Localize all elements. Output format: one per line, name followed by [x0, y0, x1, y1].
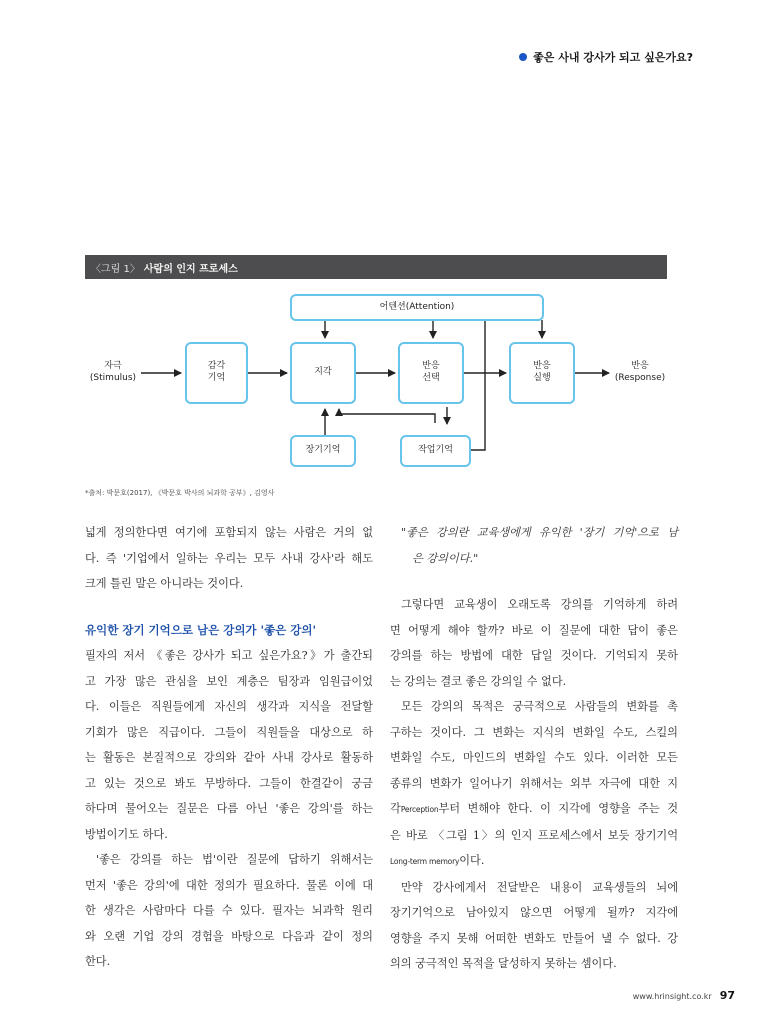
- page-footer: [633, 989, 735, 1002]
- node-response-selection: [398, 342, 464, 404]
- text-line: 는 활동은 본질적으로 강의와 같아 사내 강사로 활동하: [85, 751, 373, 764]
- text-line: [390, 848, 678, 875]
- page-number: 97: [719, 989, 735, 1002]
- cognitive-process-diagram: [85, 290, 685, 480]
- text-line: 다. 즉 '기업에서 일하는 우리는 모두 사내 강사'라 해도: [85, 551, 373, 565]
- node-long-term-memory: [290, 435, 356, 467]
- text-line: 방법이기도 하다.: [85, 827, 168, 841]
- node-response: [609, 360, 671, 384]
- text-line: 그렇다면 교육생이 오래도록 강의를 기억하게 하려: [401, 598, 678, 611]
- text-line: 먼저 '좋은 강의'에 대한 정의가 필요하다. 물론 이에 대: [85, 878, 373, 892]
- text-line: 다. 이들은 직원들에게 자신의 생각과 지식을 전달할: [85, 700, 373, 713]
- left-paragraph-1: [85, 520, 373, 597]
- text-line: 하다며 물어오는 질문은 다름 아닌 '좋은 강의'를 하는: [85, 802, 373, 815]
- text-line: 넓게 정의한다면 여기에 포함되지 않는 사람은 거의 없: [85, 526, 373, 539]
- text-line: 는 강의는 결코 좋은 강의일 수 없다.: [390, 674, 567, 688]
- text-line: 필자의 저서 《좋은 강사가 되고 싶은가요?》가 출간되: [85, 649, 373, 662]
- node-response-execution: [509, 342, 575, 404]
- figure-source: *출처: 박문호(2017), 《박문호 박사의 뇌과학 공부》, 김영사: [85, 489, 275, 497]
- node-longterm-text: 장기기억: [305, 445, 341, 456]
- text-line: '좋은 강의를 하는 법'이란 질문에 답하기 위해서는: [96, 853, 373, 866]
- running-header: [519, 49, 693, 65]
- text-line: 의의 궁극적인 목적을 달성하지 못하는 셈이다.: [390, 957, 617, 970]
- text-line: 강의를 하는 방법에 대한 답일 것이다. 기억되지 못하: [390, 649, 678, 662]
- figure-title: 사람의 인지 프로세스: [143, 263, 238, 275]
- text-line: 와 오랜 기업 강의 경험을 바탕으로 다음과 같이 정의: [85, 929, 373, 943]
- arrow-working-attention: [471, 307, 485, 450]
- node-perception-text: 지각: [314, 367, 332, 378]
- quote-line: 은 강의이다.": [412, 551, 479, 565]
- subhead-text: 유익한 장기 기억으로 남은 강의가 '좋은 강의': [85, 622, 317, 637]
- right-paragraph-3: [390, 875, 678, 977]
- header-title: 좋은 사내 강사가 되고 싶은가요?: [533, 51, 693, 64]
- right-paragraph-1: [390, 592, 678, 694]
- bullet-dot-icon: [519, 53, 527, 61]
- text-line: 종류의 변화가 일어나기 위해서는 외부 자극에 대한 지: [390, 776, 678, 790]
- english-term: Long-term memory: [390, 857, 460, 866]
- node-stimulus: [85, 360, 141, 384]
- footer-url: www.hrinsight.co.kr: [632, 992, 712, 1001]
- text-line: 고 가장 많은 관심을 보인 계층은 팀장과 임원급이었: [85, 674, 373, 688]
- definition-quote: [390, 520, 678, 571]
- text-line: [390, 796, 678, 823]
- node-attention: [290, 294, 544, 321]
- left-paragraph-3: [85, 847, 373, 975]
- text-line: 기회가 많은 직급이다. 그들이 직원들을 대상으로 하: [85, 725, 373, 739]
- left-column: [85, 520, 373, 975]
- text-fragment: 각: [390, 802, 401, 815]
- text-line: 모든 강의의 목적은 궁극적으로 사람들의 변화를 촉: [401, 700, 678, 713]
- node-working-text: 작업기억: [418, 445, 453, 456]
- text-line: 크게 틀린 말은 아니라는 것이다.: [85, 577, 244, 590]
- node-sensory-memory: [185, 342, 248, 404]
- english-term: Perception: [400, 805, 439, 814]
- text-line: 면 어떻게 해야 할까? 바로 이 질문에 대한 답이 좋은: [390, 623, 678, 637]
- text-line: 한 생각은 사람마다 다를 수 있다. 필자는 뇌과학 원리: [85, 904, 373, 917]
- node-sensory-text: 감각 기억: [207, 361, 226, 383]
- arrow-working-perception: [339, 409, 435, 423]
- text-line: 영향을 주지 못해 어떠한 변화도 만들어 낼 수 없다. 강: [390, 931, 678, 945]
- quote-line: "좋은 강의란 교육생에게 유익한 '장기 기억'으로 남: [401, 526, 678, 539]
- text-line: 한다.: [85, 955, 111, 968]
- node-working-memory: [400, 435, 471, 467]
- text-line: 구하는 것이다. 그 변화는 지식의 변화일 수도, 스킬의: [390, 725, 678, 739]
- text-line: 변화일 수도, 마인드의 변화일 수도 있다. 이러한 모든: [390, 751, 678, 764]
- node-attention-text: 어텐션(Attention): [379, 301, 455, 312]
- text-line: 은 바로 〈그림 1〉의 인지 프로세스에서 보듯 장기기억: [390, 828, 678, 842]
- figure-caption-bar: [85, 255, 667, 279]
- text-line: 고 있는 것으로 봐도 무방하다. 그들이 한결같이 궁금: [85, 776, 373, 790]
- text-line: 만약 강사에게서 전달받은 내용이 교육생들의 뇌에: [401, 880, 678, 894]
- node-execution-text: 반응 실행: [533, 361, 551, 383]
- text-line: 장기기억으로 남아있지 않으면 어떻게 될까? 지각에: [390, 906, 678, 919]
- figure-number: 〈그림 1〉: [91, 263, 140, 275]
- left-paragraph-2: [85, 643, 373, 847]
- text-fragment: 이다.: [459, 854, 485, 867]
- node-perception: [290, 342, 356, 404]
- section-subhead: [85, 618, 373, 644]
- node-stimulus-text: 자극 (Stimulus): [89, 361, 137, 384]
- node-selection-text: 반응 선택: [422, 361, 440, 383]
- text-fragment: 부터 변해야 한다. 이 지각에 영향을 주는 것: [438, 802, 678, 815]
- node-response-text: 반응 (Response): [614, 361, 666, 384]
- right-column: [390, 520, 678, 977]
- right-paragraph-2: [390, 694, 678, 875]
